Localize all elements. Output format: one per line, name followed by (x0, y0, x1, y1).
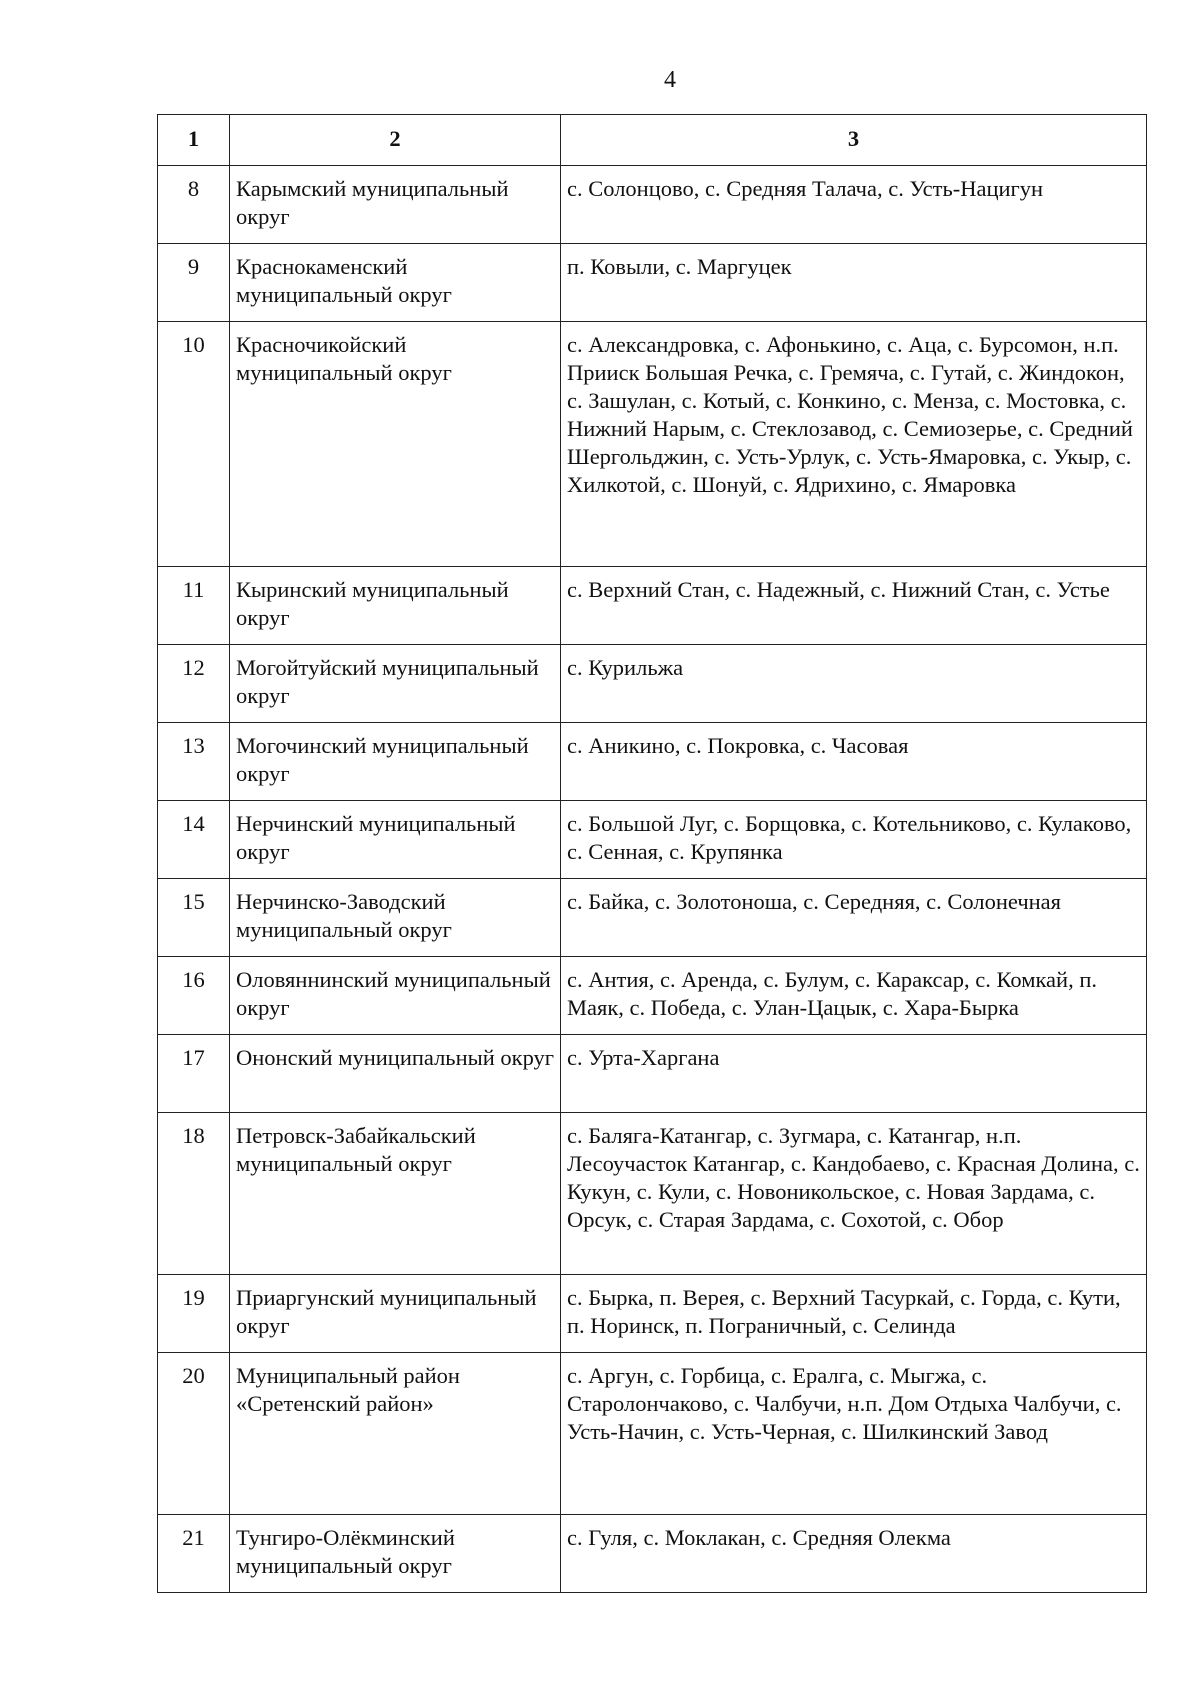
table-row (158, 879, 1147, 957)
table-row (158, 957, 1147, 1035)
table-row (158, 1035, 1147, 1113)
district-name: Могочинский муниципальный округ (230, 723, 561, 801)
district-name: Красночикойский муниципальный округ (230, 322, 561, 567)
settlements-list: с. Верхний Стан, с. Надежный, с. Нижний Стан, с. Устье (561, 567, 1147, 645)
column-header-2: 2 (230, 115, 561, 166)
district-name: Нерчинский муниципальный округ (230, 801, 561, 879)
table-row (158, 567, 1147, 645)
row-number: 19 (158, 1275, 230, 1353)
settlements-list: с. Байка, с. Золотоноша, с. Середняя, с. Солонечная (561, 879, 1147, 957)
row-number: 8 (158, 166, 230, 244)
settlements-list: с. Александровка, с. Афонькино, с. Аца, с. Бурсомон, н.п. Прииск Большая Речка, с. Гремяча, с. Гутай, с. Жиндокон, с. Зашулан, с. Котый, с. Конкино, с. Менза, с. Мостовка, с. Нижний Нарым, с. Стеклозавод, с. Семиозерье, с. Средний Шергольджин, с. Усть-Урлук, с. Усть-Ямаровка, с. Укыр, с. Хилкотой, с. Шонуй, с. Ядрихино, с. Ямаровка (561, 322, 1147, 567)
row-number: 11 (158, 567, 230, 645)
table-row (158, 322, 1147, 567)
row-number: 17 (158, 1035, 230, 1113)
row-number: 10 (158, 322, 230, 567)
settlements-table (157, 114, 1147, 1593)
page-number: 4 (664, 67, 676, 93)
settlements-list: с. Антия, с. Аренда, с. Булум, с. Караксар, с. Комкай, п. Маяк, с. Победа, с. Улан-Цацык, с. Хара-Бырка (561, 957, 1147, 1035)
table-row (158, 801, 1147, 879)
row-number: 18 (158, 1113, 230, 1275)
row-number: 9 (158, 244, 230, 322)
table-row (158, 1515, 1147, 1593)
settlements-list: с. Бырка, п. Верея, с. Верхний Тасуркай, с. Горда, с. Кути, п. Норинск, п. Пограничный, с. Селинда (561, 1275, 1147, 1353)
settlements-list: с. Солонцово, с. Средняя Талача, с. Усть-Нацигун (561, 166, 1147, 244)
district-name: Приаргунский муниципальный округ (230, 1275, 561, 1353)
table-header-row (158, 115, 1147, 166)
district-name: Оловяннинский муниципальный округ (230, 957, 561, 1035)
column-header-1: 1 (158, 115, 230, 166)
row-number: 21 (158, 1515, 230, 1593)
table-row (158, 1113, 1147, 1275)
district-name: Кыринский муниципальный округ (230, 567, 561, 645)
district-name: Карымский муниципальный округ (230, 166, 561, 244)
row-number: 16 (158, 957, 230, 1035)
settlements-list: с. Баляга-Катангар, с. Зугмара, с. Катангар, н.п. Лесоучасток Катангар, с. Кандобаево, с. Красная Долина, с. Кукун, с. Кули, с. Новоникольское, с. Новая Зардама, с. Орсук, с. Старая Зардама, с. Сохотой, с. Обор (561, 1113, 1147, 1275)
district-name: Нерчинско-Заводский муниципальный округ (230, 879, 561, 957)
settlements-list: с. Аникино, с. Покровка, с. Часовая (561, 723, 1147, 801)
settlements-list: с. Большой Луг, с. Борщовка, с. Котельниково, с. Кулаково, с. Сенная, с. Крупянка (561, 801, 1147, 879)
row-number: 12 (158, 645, 230, 723)
table-row (158, 723, 1147, 801)
settlements-list: п. Ковыли, с. Маргуцек (561, 244, 1147, 322)
row-number: 14 (158, 801, 230, 879)
district-name: Петровск-Забайкальский муниципальный округ (230, 1113, 561, 1275)
settlements-list: с. Гуля, с. Моклакан, с. Средняя Олекма (561, 1515, 1147, 1593)
table-row (158, 645, 1147, 723)
district-name: Могойтуйский муниципальный округ (230, 645, 561, 723)
row-number: 20 (158, 1353, 230, 1515)
table-row (158, 1275, 1147, 1353)
district-name: Тунгиро-Олёкминский муниципальный округ (230, 1515, 561, 1593)
table-row (158, 166, 1147, 244)
district-name: Краснокаменский муниципальный округ (230, 244, 561, 322)
settlements-list: с. Аргун, с. Горбица, с. Ералга, с. Мыгжа, с. Старолончаково, с. Чалбучи, н.п. Дом Отдыха Чалбучи, с. Усть-Начин, с. Усть-Черная, с. Шилкинский Завод (561, 1353, 1147, 1515)
row-number: 13 (158, 723, 230, 801)
table-row (158, 1353, 1147, 1515)
row-number: 15 (158, 879, 230, 957)
district-name: Муниципальный район «Сретенский район» (230, 1353, 561, 1515)
table-row (158, 244, 1147, 322)
district-name: Ононский муниципальный округ (230, 1035, 561, 1113)
column-header-3: 3 (561, 115, 1147, 166)
settlements-list: с. Урта-Харгана (561, 1035, 1147, 1113)
settlements-list: с. Курильжа (561, 645, 1147, 723)
